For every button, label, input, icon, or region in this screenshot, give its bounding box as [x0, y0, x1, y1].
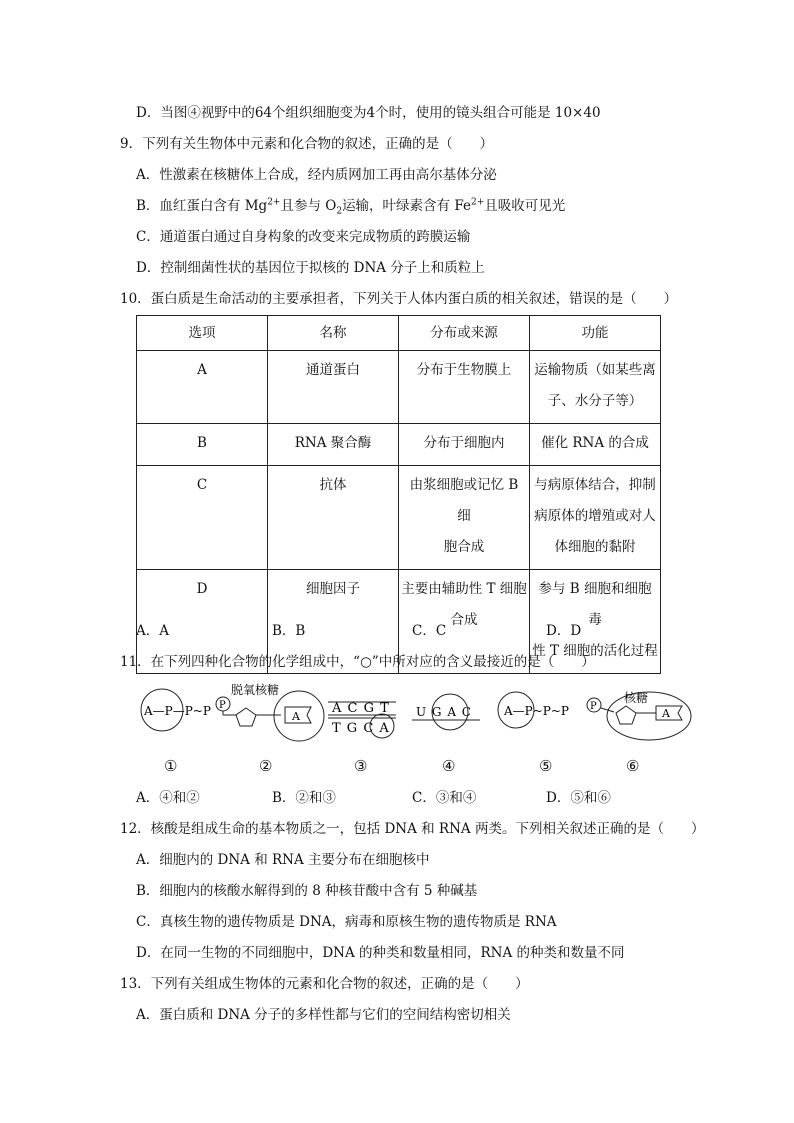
table-cell: 由浆细胞或记忆 B 细 胞合成	[399, 466, 530, 570]
q11-stem: 11．在下列四种化合物的化学组成中，“○”中所对应的含义最接近的是（ ）	[120, 654, 595, 670]
table-header-row	[137, 316, 661, 351]
table-header-cell: 名称	[268, 316, 399, 351]
q10-answer-a: A．A	[136, 623, 169, 639]
table-header-cell: 功能	[530, 316, 661, 351]
svg-text:P: P	[590, 701, 597, 712]
svg-text:A C G T: A C G T	[332, 701, 390, 716]
figure-5-atp	[498, 692, 569, 728]
figure-number-1: ①	[164, 757, 178, 775]
figure-number-2: ②	[259, 757, 273, 775]
figure-number-4: ④	[442, 757, 456, 775]
table-cell: 通道蛋白	[268, 351, 399, 424]
table-cell: 分布于生物膜上	[399, 351, 530, 424]
table-header-cell: 选项	[137, 316, 268, 351]
q12-stem: 12．核酸是组成生命的基本物质之一，包括 DNA 和 RNA 两类。下列相关叙述正确的是（ ）	[120, 821, 705, 837]
figure-number-6: ⑥	[626, 757, 640, 775]
figure-2-deoxynucleotide	[216, 682, 324, 741]
q9-option-c: C．通道蛋白通过自身构象的改变来完成物质的跨膜运输	[136, 229, 471, 245]
q9-option-a: A．性激素在核糖体上合成，经内质网加工再由高尔基体分泌	[136, 167, 497, 183]
q12-option-c: C．真核生物的遗传物质是 DNA，病毒和原核生物的遗传物质是 RNA	[136, 914, 557, 930]
q11-figures	[136, 682, 696, 752]
q11-answer-c: C．③和④	[412, 790, 477, 806]
table-row	[137, 351, 661, 424]
svg-text:P: P	[219, 700, 226, 711]
q8-option-d: D．当图④视野中的64个组织细胞变为4个时，使用的镜头组合可能是 10×40	[136, 105, 601, 121]
q9-stem: 9．下列有关生物体中元素和化合物的叙述，正确的是（ ）	[120, 136, 494, 152]
q10-answer-d: D．D	[546, 623, 582, 639]
table-cell: 分布于细胞内	[399, 424, 530, 466]
table-cell: 抗体	[268, 466, 399, 570]
q13-option-a: A．蛋白质和 DNA 分子的多样性都与它们的空间结构密切相关	[136, 1007, 511, 1023]
table-row	[137, 466, 661, 570]
table-cell: C	[137, 466, 268, 570]
q11-answer-d: D．⑤和⑥	[546, 790, 611, 806]
figure-number-3: ③	[354, 757, 368, 775]
figure-number-5: ⑤	[539, 757, 553, 775]
q10-table	[136, 315, 661, 674]
table-cell: RNA 聚合酶	[268, 424, 399, 466]
table-cell: B	[137, 424, 268, 466]
q10-stem: 10．蛋白质是生命活动的主要承担者，下列关于人体内蛋白质的相关叙述，错误的是（ ）	[120, 291, 678, 307]
table-cell: 主要由辅助性 T 细胞 合成	[399, 570, 530, 674]
figure-3-dna-strands	[328, 701, 396, 738]
table-cell: A	[137, 351, 268, 424]
table-cell: 催化 RNA 的合成	[530, 424, 661, 466]
figure-1-atp	[141, 689, 211, 731]
svg-text:A—P~P~P: A—P~P~P	[504, 704, 569, 718]
q9-option-d: D．控制细菌性状的基因位于拟核的 DNA 分子上和质粒上	[136, 260, 485, 276]
table-cell: 细胞因子	[268, 570, 399, 674]
svg-text:A: A	[662, 707, 670, 720]
table-cell: 运输物质（如某些离 子、水分子等）	[530, 351, 661, 424]
svg-text:T G C A: T G C A	[332, 721, 390, 736]
svg-text:核糖: 核糖	[624, 691, 649, 705]
svg-text:A: A	[292, 710, 300, 723]
q9-option-b: B．血红蛋白含有 $Mg^{2+}$且参与 $O_2$运输，叶绿素含有 $Fe^{2+}$且吸收可见光	[136, 197, 566, 217]
q10-answer-c: C．C	[412, 623, 447, 639]
table-cell: D	[137, 570, 268, 674]
svg-text:U G A C: U G A C	[416, 705, 472, 719]
table-cell: 与病原体结合，抑制 病原体的增殖或对人 体细胞的黏附	[530, 466, 661, 570]
table-header-cell: 分布或来源	[399, 316, 530, 351]
q11-answer-b: B．②和③	[272, 790, 336, 806]
q12-option-d: D．在同一生物的不同细胞中，DNA 的种类和数量相同，RNA 的种类和数量不同	[136, 945, 625, 961]
table-row	[137, 424, 661, 466]
figure-4-rna	[412, 694, 480, 730]
q12-option-b: B．细胞内的核酸水解得到的 8 种核苷酸中含有 5 种碱基	[136, 883, 478, 899]
q11-answer-a: A．④和②	[136, 790, 200, 806]
q12-option-a: A．细胞内的 DNA 和 RNA 主要分布在细胞核中	[136, 852, 430, 868]
svg-text:A—P—P~P: A—P—P~P	[144, 704, 211, 718]
q13-stem: 13．下列有关组成生物体的元素和化合物的叙述，正确的是（ ）	[120, 976, 529, 992]
svg-text:脱氧核糖: 脱氧核糖	[231, 683, 280, 697]
table-cell: 参与 B 细胞和细胞毒 性 T 细胞的活化过程	[530, 570, 661, 674]
figure-6-ribonucleotide	[587, 690, 691, 740]
q10-answer-b: B．B	[272, 623, 306, 639]
